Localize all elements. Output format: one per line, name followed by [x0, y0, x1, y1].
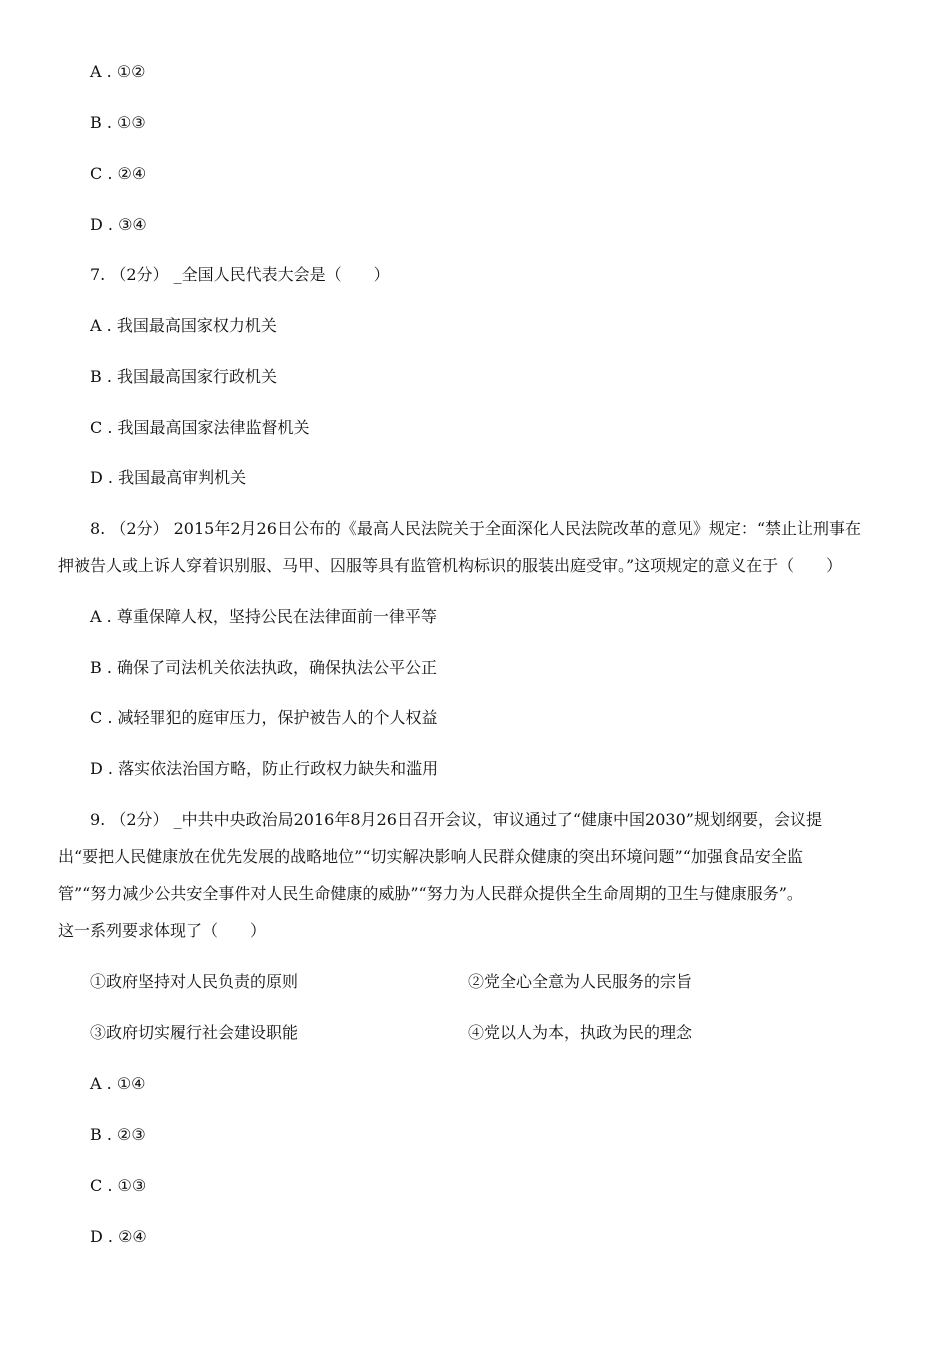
q9-statement-4: ④党以人为本，执政为民的理念	[468, 1023, 693, 1042]
q9-statement-3: ③政府切实履行社会建设职能	[90, 1023, 299, 1042]
question-8-stem-line-2: 押被告人或上诉人穿着识别服、马甲、囚服等具有监管机构标识的服装出庭受审。”这项规定的意义在于（ ）	[58, 556, 843, 575]
q9-option-c[interactable]: C . ①③	[90, 1176, 147, 1195]
q7-option-c[interactable]: C . 我国最高国家法律监督机关	[90, 418, 310, 437]
prev-option-d[interactable]: D . ③④	[90, 215, 147, 234]
q8-option-c[interactable]: C . 减轻罪犯的庭审压力，保护被告人的个人权益	[90, 708, 438, 727]
question-9-stem-line-3: 管”“努力减少公共安全事件对人民生命健康的威胁”“努力为人民群众提供全生命周期的卫生与健康服务”。	[58, 884, 803, 903]
q8-option-a[interactable]: A . 尊重保障人权，坚持公民在法律面前一律平等	[90, 607, 437, 626]
question-8-stem-line-1: 8. （2分） 2015年2月26日公布的《最高人民法院关于全面深化人民法院改革的意见》规定：“禁止让刑事在	[90, 519, 862, 538]
q8-option-d[interactable]: D . 落实依法治国方略，防止行政权力缺失和滥用	[90, 759, 439, 778]
q7-option-d[interactable]: D . 我国最高审判机关	[90, 468, 247, 487]
prev-option-a[interactable]: A . ①②	[90, 62, 146, 81]
question-9-stem-line-4: 这一系列要求体现了（ ）	[58, 921, 267, 940]
q9-option-d[interactable]: D . ②④	[90, 1227, 147, 1246]
question-9-stem-line-1: 9. （2分） _中共中央政治局2016年8月26日召开会议，审议通过了“健康中国2030”规划纲要，会议提	[90, 810, 822, 829]
prev-option-c[interactable]: C . ②④	[90, 164, 147, 183]
q7-option-a[interactable]: A . 我国最高国家权力机关	[90, 316, 277, 335]
question-7-stem: 7. （2分） _全国人民代表大会是（ ）	[90, 265, 390, 284]
prev-option-b[interactable]: B . ①③	[90, 113, 146, 132]
q8-option-b[interactable]: B . 确保了司法机关依法执政，确保执法公平公正	[90, 658, 438, 677]
q9-statement-1: ①政府坚持对人民负责的原则	[90, 972, 299, 991]
q7-option-b[interactable]: B . 我国最高国家行政机关	[90, 367, 278, 386]
q9-option-b[interactable]: B . ②③	[90, 1125, 146, 1144]
question-9-stem-line-2: 出“要把人民健康放在优先发展的战略地位”“切实解决影响人民群众健康的突出环境问题”“加强食品安全监	[58, 847, 803, 866]
q9-statement-2: ②党全心全意为人民服务的宗旨	[468, 972, 693, 991]
q9-option-a[interactable]: A . ①④	[90, 1074, 146, 1093]
